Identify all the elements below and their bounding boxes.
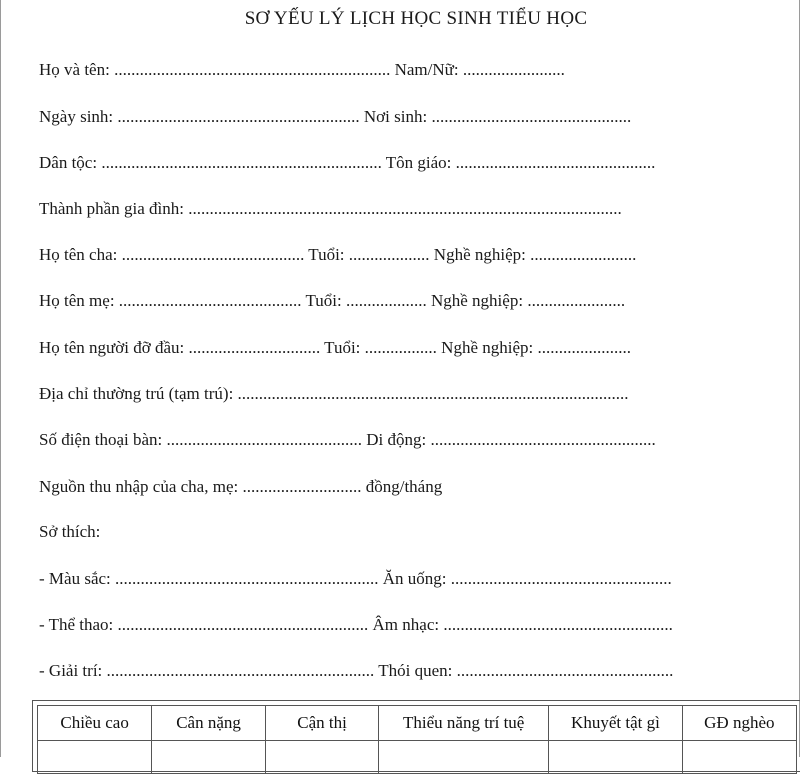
dotted-fill: ....................... xyxy=(527,291,626,310)
table-header-cell: Khuyết tật gì xyxy=(549,706,682,741)
form-line-colors xyxy=(39,569,672,589)
table-cell xyxy=(152,741,266,774)
dotted-fill: ......................................................... xyxy=(117,107,360,126)
dotted-fill: ............................................... xyxy=(455,153,656,172)
form-line-father xyxy=(39,245,636,265)
field-label: Tuổi: xyxy=(301,291,346,310)
dotted-fill: ..................................................... xyxy=(430,430,656,449)
form-line-guardian xyxy=(39,338,631,358)
field-label: - Màu sắc: xyxy=(39,569,116,588)
field-label: Nơi sinh: xyxy=(359,107,432,126)
form-line-entertainment xyxy=(39,661,673,681)
form-line-ethnicity xyxy=(39,153,655,173)
field-label: Họ tên mẹ: xyxy=(39,291,119,310)
table-cell xyxy=(682,741,796,774)
document-title: SƠ YẾU LÝ LỊCH HỌC SINH TIỂU HỌC xyxy=(244,8,588,29)
table-header-cell: Chiều cao xyxy=(38,706,152,741)
form-line-hobbies xyxy=(39,522,100,542)
dotted-fill: ............................................................... xyxy=(106,661,375,680)
dotted-fill: ................... xyxy=(348,245,430,264)
dotted-fill: ................................................... xyxy=(456,661,674,680)
field-label: Họ và tên: xyxy=(39,60,115,79)
field-label: Nghề nghiệp: xyxy=(429,245,531,264)
form-line-income xyxy=(39,477,442,497)
form-line-phone xyxy=(39,430,656,450)
table-header-cell: Thiểu năng trí tuệ xyxy=(379,706,549,741)
field-label: Tuổi: xyxy=(304,245,349,264)
field-label: Họ tên cha: xyxy=(39,245,122,264)
dotted-fill: .................................................................. xyxy=(101,153,382,172)
field-label: Âm nhạc: xyxy=(368,615,444,634)
form-line-birth xyxy=(39,107,631,127)
dotted-fill: .............................................................. xyxy=(115,569,379,588)
field-label: Họ tên người đỡ đầu: xyxy=(39,338,189,357)
table-header-cell: Cân nặng xyxy=(152,706,266,741)
table-cell xyxy=(38,741,152,774)
field-label: đồng/tháng xyxy=(361,477,443,496)
dotted-fill: ................... xyxy=(345,291,427,310)
table-header-row xyxy=(38,706,797,741)
form-line-mother xyxy=(39,291,625,311)
dotted-fill: ............................................... xyxy=(431,107,632,126)
field-label: - Thể thao: xyxy=(39,615,118,634)
dotted-fill: ............................ xyxy=(242,477,362,496)
dotted-fill: ...................... xyxy=(537,338,631,357)
field-label: Di động: xyxy=(361,430,431,449)
field-label: Ngày sinh: xyxy=(39,107,118,126)
table-cell xyxy=(549,741,682,774)
field-label: Địa chỉ thường trú (tạm trú): xyxy=(39,384,238,403)
dotted-fill: ...................................................... xyxy=(443,615,673,634)
field-label: Sở thích: xyxy=(39,522,101,541)
field-label: - Giải trí: xyxy=(39,661,107,680)
table-row xyxy=(38,741,797,774)
dotted-fill: ................. xyxy=(364,338,437,357)
dotted-fill: ........................................................... xyxy=(117,615,369,634)
field-label: Dân tộc: xyxy=(39,153,102,172)
field-label: Nghề nghiệp: xyxy=(426,291,528,310)
table-cell xyxy=(379,741,549,774)
dotted-fill: .................................................... xyxy=(450,569,672,588)
field-label: Thành phần gia đình: xyxy=(39,199,189,218)
form-line-name xyxy=(39,60,565,80)
dotted-fill: ................................................................. xyxy=(114,60,391,79)
field-label: Số điện thoại bàn: xyxy=(39,430,167,449)
dotted-fill: .............................................. xyxy=(166,430,362,449)
field-label: Nghề nghiệp: xyxy=(436,338,538,357)
field-label: Ăn uống: xyxy=(378,569,451,588)
form-line-family xyxy=(39,199,622,219)
dotted-fill: ......................... xyxy=(530,245,637,264)
field-label: Tôn giáo: xyxy=(381,153,456,172)
field-label: Tuổi: xyxy=(320,338,365,357)
table-header-cell: GĐ nghèo xyxy=(682,706,796,741)
dotted-fill: ........................................... xyxy=(118,291,302,310)
field-label: Nam/Nữ: xyxy=(390,60,463,79)
dotted-fill: ............................... xyxy=(188,338,321,357)
table-header-cell: Cận thị xyxy=(265,706,378,741)
health-table xyxy=(37,705,797,774)
dotted-fill: ........................ xyxy=(462,60,565,79)
form-line-sports xyxy=(39,615,673,635)
table-cell xyxy=(265,741,378,774)
field-label: Thói quen: xyxy=(374,661,457,680)
dotted-fill: ........................................... xyxy=(121,245,305,264)
field-label: Nguồn thu nhập của cha, mẹ: xyxy=(39,477,243,496)
dotted-fill: ...................................................................................................... xyxy=(188,199,622,218)
form-line-address xyxy=(39,384,629,404)
dotted-fill: ............................................................................................ xyxy=(237,384,629,403)
